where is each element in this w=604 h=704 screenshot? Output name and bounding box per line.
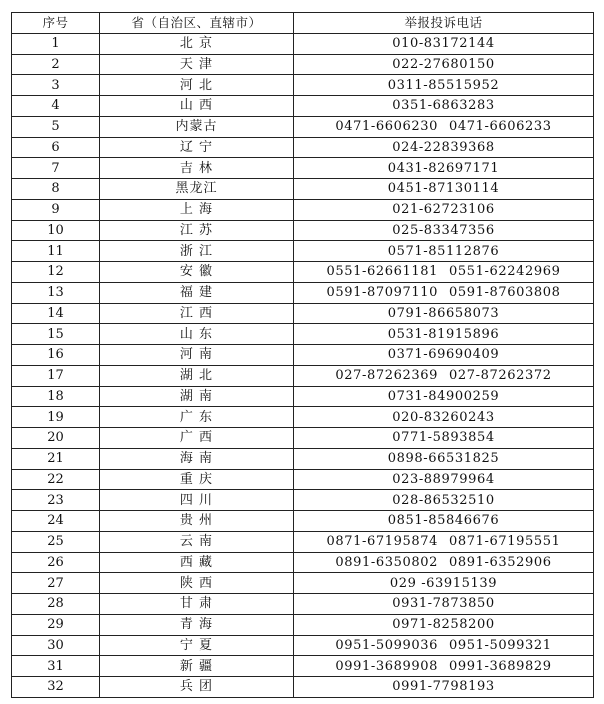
province-cell: 浙 江 <box>100 241 294 262</box>
phone-number: 025-83347356 <box>392 222 495 238</box>
table-row <box>12 179 594 200</box>
table-row <box>12 677 594 698</box>
table-row <box>12 490 594 511</box>
phone-cell <box>294 241 594 262</box>
phone-cell <box>294 428 594 449</box>
phone-number: 0451-87130114 <box>387 181 500 197</box>
phone-number: 027-87262372 <box>449 368 552 384</box>
phone-number: 022-27680150 <box>392 56 495 72</box>
table-row <box>12 262 594 283</box>
phone-cell <box>294 365 594 386</box>
phone-number: 010-83172144 <box>392 36 495 52</box>
serial-number-cell: 3 <box>12 75 100 96</box>
province-cell: 新 疆 <box>100 656 294 677</box>
serial-number-cell: 22 <box>12 469 100 490</box>
phone-cell <box>294 573 594 594</box>
province-cell: 内蒙古 <box>100 116 294 137</box>
phone-number: 0931-7873850 <box>392 596 495 612</box>
phone-number: 0771-5893854 <box>392 430 495 446</box>
table-row <box>12 220 594 241</box>
phone-number: 020-83260243 <box>392 409 495 425</box>
phone-number: 0791-86658073 <box>387 305 500 321</box>
province-cell: 北 京 <box>100 33 294 54</box>
table-row <box>12 656 594 677</box>
table-row <box>12 345 594 366</box>
province-cell: 辽 宁 <box>100 137 294 158</box>
phone-number: 0891-6352906 <box>449 554 552 570</box>
table-row <box>12 614 594 635</box>
serial-number-cell: 27 <box>12 573 100 594</box>
complaint-phone-table <box>11 12 594 698</box>
phone-cell <box>294 220 594 241</box>
serial-number-cell: 26 <box>12 552 100 573</box>
phone-number: 0351-6863283 <box>392 98 495 114</box>
phone-number: 023-88979964 <box>392 471 495 487</box>
table-row <box>12 33 594 54</box>
province-cell: 四 川 <box>100 490 294 511</box>
province-cell: 陕 西 <box>100 573 294 594</box>
header-row <box>12 13 594 34</box>
phone-cell <box>294 179 594 200</box>
phone-cell <box>294 303 594 324</box>
table-body <box>12 33 594 697</box>
phone-number: 0471-6606233 <box>449 119 552 135</box>
serial-number-cell: 1 <box>12 33 100 54</box>
phone-cell <box>294 448 594 469</box>
phone-number: 0371-69690409 <box>387 347 500 363</box>
phone-cell <box>294 469 594 490</box>
header-province: 省（自治区、直辖市） <box>100 13 294 34</box>
phone-number: 0951-5099036 <box>335 637 438 653</box>
phone-number: 0871-67195874 <box>326 534 438 550</box>
phone-cell <box>294 137 594 158</box>
table-header <box>12 13 594 34</box>
province-cell: 黑龙江 <box>100 179 294 200</box>
serial-number-cell: 24 <box>12 511 100 532</box>
table-row <box>12 54 594 75</box>
phone-cell <box>294 33 594 54</box>
header-phone: 举报投诉电话 <box>294 13 594 34</box>
serial-number-cell: 11 <box>12 241 100 262</box>
phone-number: 029 -63915139 <box>389 575 498 591</box>
phone-number: 0991-3689829 <box>449 658 552 674</box>
phone-number: 0898-66531825 <box>387 451 500 467</box>
province-cell: 广 东 <box>100 407 294 428</box>
phone-cell <box>294 677 594 698</box>
serial-number-cell: 25 <box>12 531 100 552</box>
serial-number-cell: 14 <box>12 303 100 324</box>
table-row <box>12 282 594 303</box>
phone-cell <box>294 531 594 552</box>
table-row <box>12 511 594 532</box>
table-row <box>12 96 594 117</box>
table-row <box>12 324 594 345</box>
serial-number-cell: 20 <box>12 428 100 449</box>
serial-number-cell: 28 <box>12 594 100 615</box>
phone-cell <box>294 594 594 615</box>
serial-number-cell: 23 <box>12 490 100 511</box>
serial-number-cell: 9 <box>12 199 100 220</box>
province-cell: 福 建 <box>100 282 294 303</box>
province-cell: 河 南 <box>100 345 294 366</box>
table-row <box>12 531 594 552</box>
serial-number-cell: 7 <box>12 158 100 179</box>
phone-cell <box>294 262 594 283</box>
table-row <box>12 137 594 158</box>
serial-number-cell: 17 <box>12 365 100 386</box>
table-row <box>12 75 594 96</box>
province-cell: 海 南 <box>100 448 294 469</box>
phone-cell <box>294 199 594 220</box>
phone-cell <box>294 54 594 75</box>
phone-number: 0471-6606230 <box>335 119 438 135</box>
phone-cell <box>294 614 594 635</box>
phone-number: 0311-85515952 <box>387 77 500 93</box>
province-cell: 江 苏 <box>100 220 294 241</box>
table-row <box>12 199 594 220</box>
phone-number: 0591-87603808 <box>449 285 561 301</box>
serial-number-cell: 29 <box>12 614 100 635</box>
province-cell: 山 东 <box>100 324 294 345</box>
table-row <box>12 386 594 407</box>
province-cell: 广 西 <box>100 428 294 449</box>
province-cell: 云 南 <box>100 531 294 552</box>
province-cell: 宁 夏 <box>100 635 294 656</box>
table-row <box>12 428 594 449</box>
phone-number: 0591-87097110 <box>326 285 438 301</box>
phone-cell <box>294 116 594 137</box>
table-row <box>12 407 594 428</box>
phone-number: 0551-62661181 <box>326 264 438 280</box>
serial-number-cell: 15 <box>12 324 100 345</box>
phone-number: 0571-85112876 <box>387 243 500 259</box>
serial-number-cell: 30 <box>12 635 100 656</box>
phone-cell <box>294 635 594 656</box>
phone-cell <box>294 656 594 677</box>
province-cell: 山 西 <box>100 96 294 117</box>
table-row <box>12 594 594 615</box>
phone-number: 0531-81915896 <box>387 326 500 342</box>
serial-number-cell: 21 <box>12 448 100 469</box>
serial-number-cell: 32 <box>12 677 100 698</box>
phone-cell <box>294 407 594 428</box>
phone-number: 0951-5099321 <box>449 637 552 653</box>
province-cell: 上 海 <box>100 199 294 220</box>
phone-number: 0991-3689908 <box>335 658 438 674</box>
serial-number-cell: 16 <box>12 345 100 366</box>
table-row <box>12 116 594 137</box>
phone-number: 0431-82697171 <box>387 160 500 176</box>
phone-cell <box>294 345 594 366</box>
phone-cell <box>294 511 594 532</box>
table-row <box>12 635 594 656</box>
province-cell: 兵 团 <box>100 677 294 698</box>
province-cell: 西 藏 <box>100 552 294 573</box>
phone-number: 0971-8258200 <box>392 617 495 633</box>
province-cell: 河 北 <box>100 75 294 96</box>
phone-number: 0731-84900259 <box>387 388 500 404</box>
phone-cell <box>294 324 594 345</box>
phone-cell <box>294 386 594 407</box>
serial-number-cell: 2 <box>12 54 100 75</box>
phone-number: 0891-6350802 <box>335 554 438 570</box>
serial-number-cell: 4 <box>12 96 100 117</box>
table-row <box>12 241 594 262</box>
phone-cell <box>294 552 594 573</box>
serial-number-cell: 10 <box>12 220 100 241</box>
table-row <box>12 365 594 386</box>
province-cell: 甘 肃 <box>100 594 294 615</box>
phone-cell <box>294 75 594 96</box>
complaint-phone-table-container <box>11 12 593 698</box>
province-cell: 吉 林 <box>100 158 294 179</box>
serial-number-cell: 19 <box>12 407 100 428</box>
province-cell: 重 庆 <box>100 469 294 490</box>
serial-number-cell: 18 <box>12 386 100 407</box>
table-row <box>12 469 594 490</box>
phone-cell <box>294 282 594 303</box>
header-serial-number: 序号 <box>12 13 100 34</box>
table-row <box>12 552 594 573</box>
phone-number: 024-22839368 <box>392 139 495 155</box>
province-cell: 江 西 <box>100 303 294 324</box>
table-row <box>12 573 594 594</box>
serial-number-cell: 8 <box>12 179 100 200</box>
province-cell: 青 海 <box>100 614 294 635</box>
province-cell: 贵 州 <box>100 511 294 532</box>
phone-cell <box>294 490 594 511</box>
serial-number-cell: 31 <box>12 656 100 677</box>
province-cell: 安 徽 <box>100 262 294 283</box>
province-cell: 湖 北 <box>100 365 294 386</box>
phone-number: 0851-85846676 <box>387 513 500 529</box>
phone-cell <box>294 158 594 179</box>
phone-number: 021-62723106 <box>392 202 495 218</box>
serial-number-cell: 6 <box>12 137 100 158</box>
province-cell: 天 津 <box>100 54 294 75</box>
serial-number-cell: 5 <box>12 116 100 137</box>
province-cell: 湖 南 <box>100 386 294 407</box>
phone-number: 0991-7798193 <box>392 679 495 695</box>
phone-number: 028-86532510 <box>392 492 495 508</box>
phone-number: 0871-67195551 <box>449 534 561 550</box>
serial-number-cell: 13 <box>12 282 100 303</box>
table-row <box>12 303 594 324</box>
table-row <box>12 158 594 179</box>
serial-number-cell: 12 <box>12 262 100 283</box>
phone-cell <box>294 96 594 117</box>
phone-number: 027-87262369 <box>335 368 438 384</box>
phone-number: 0551-62242969 <box>449 264 561 280</box>
table-row <box>12 448 594 469</box>
